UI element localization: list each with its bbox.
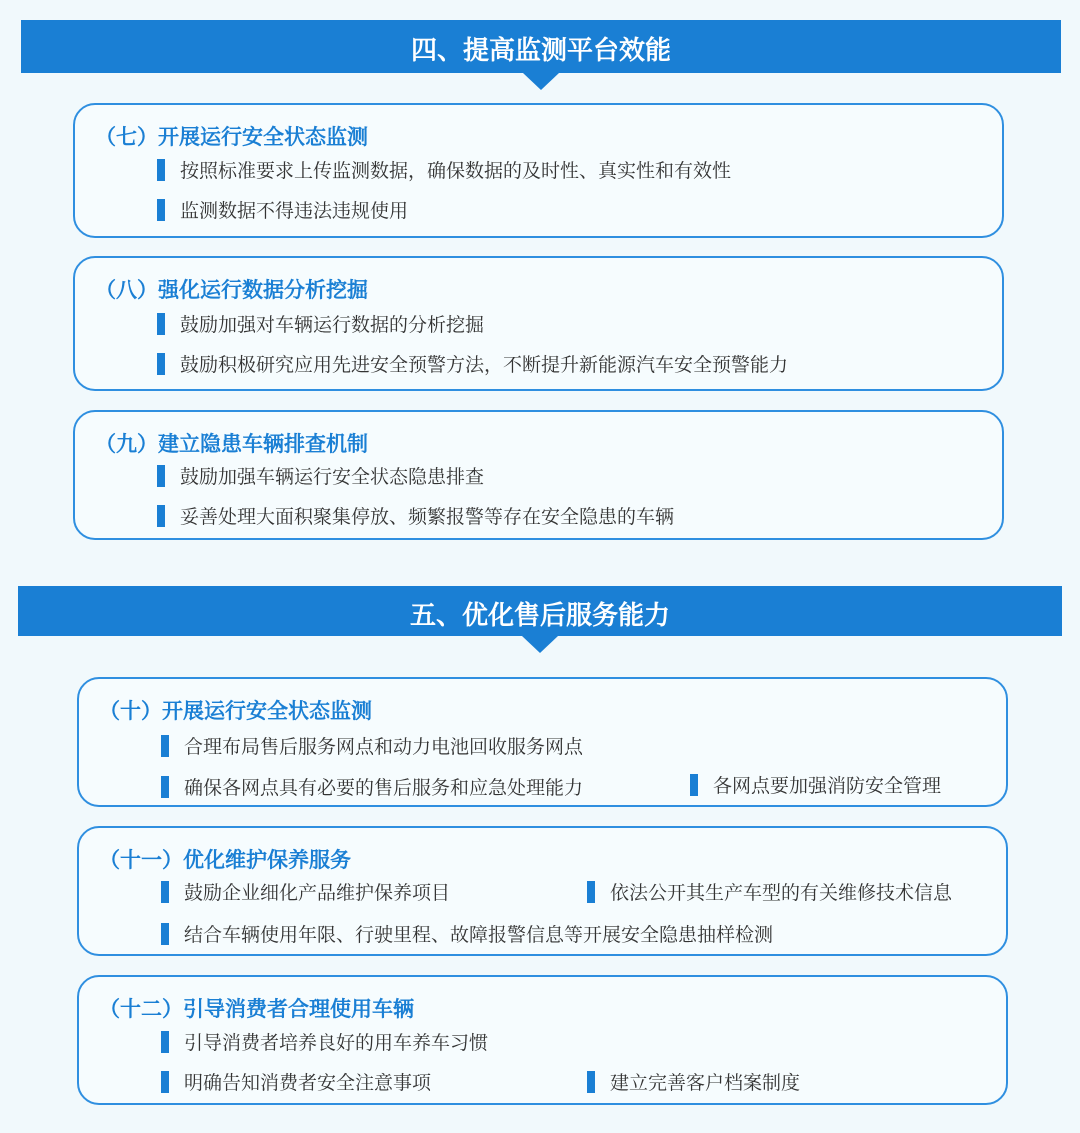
list-item xyxy=(587,1070,800,1096)
bullet-bar xyxy=(690,774,698,796)
item-text: 结合车辆使用年限、行驶里程、故障报警信息等开展安全隐患抽样检测 xyxy=(184,924,774,946)
bullet-bar xyxy=(161,1031,169,1053)
section-4-title: 四、提高监测平台效能 xyxy=(410,36,671,66)
card-8 xyxy=(73,256,1004,391)
card-title: （七）开展运行安全状态监测 xyxy=(95,125,368,149)
item-text: 按照标准要求上传监测数据，确保数据的及时性、真实性和有效性 xyxy=(180,160,732,182)
bullet-bar xyxy=(161,1071,169,1093)
list-item xyxy=(161,1070,431,1096)
list-item xyxy=(161,775,583,801)
bullet-bar xyxy=(587,881,595,903)
card-11 xyxy=(77,826,1008,956)
bullet-bar xyxy=(161,776,169,798)
section-4-banner xyxy=(21,20,1061,73)
card-12 xyxy=(77,975,1008,1105)
bullet-bar xyxy=(161,881,169,903)
card-10 xyxy=(77,677,1008,807)
list-item xyxy=(157,464,484,490)
list-item xyxy=(587,880,952,906)
item-text: 妥善处理大面积聚集停放、频繁报警等存在安全隐患的车辆 xyxy=(180,506,675,528)
banner-arrow xyxy=(523,73,559,90)
item-text: 鼓励加强车辆运行安全状态隐患排查 xyxy=(180,466,485,488)
card-title: （八）强化运行数据分析挖掘 xyxy=(95,278,368,302)
item-text: 建立完善客户档案制度 xyxy=(610,1072,801,1094)
section-5-banner xyxy=(18,586,1062,636)
item-text: 明确告知消费者安全注意事项 xyxy=(184,1072,432,1094)
bullet-bar xyxy=(157,465,165,487)
bullet-bar xyxy=(157,199,165,221)
list-item xyxy=(690,773,941,799)
card-title: （十二）引导消费者合理使用车辆 xyxy=(99,997,414,1021)
list-item xyxy=(157,312,484,338)
item-text: 鼓励积极研究应用先进安全预警方法，不断提升新能源汽车安全预警能力 xyxy=(180,354,789,376)
list-item xyxy=(157,352,788,378)
bullet-bar xyxy=(157,505,165,527)
card-9 xyxy=(73,410,1004,540)
item-text: 监测数据不得违法违规使用 xyxy=(180,200,409,222)
bullet-bar xyxy=(157,353,165,375)
banner-arrow xyxy=(522,636,558,653)
item-text: 鼓励企业细化产品维护保养项目 xyxy=(184,882,451,904)
card-title: （十一）优化维护保养服务 xyxy=(99,848,351,872)
bullet-bar xyxy=(157,313,165,335)
list-item xyxy=(157,198,408,224)
list-item xyxy=(161,880,450,906)
card-7 xyxy=(73,103,1004,238)
item-text: 各网点要加强消防安全管理 xyxy=(713,775,942,797)
item-text: 依法公开其生产车型的有关维修技术信息 xyxy=(610,882,953,904)
bullet-bar xyxy=(587,1071,595,1093)
list-item xyxy=(161,922,773,948)
bullet-bar xyxy=(161,735,169,757)
card-title: （十）开展运行安全状态监测 xyxy=(99,699,372,723)
list-item xyxy=(161,1030,488,1056)
list-item xyxy=(161,734,583,760)
item-text: 鼓励加强对车辆运行数据的分析挖掘 xyxy=(180,314,485,336)
item-text: 确保各网点具有必要的售后服务和应急处理能力 xyxy=(184,777,584,799)
bullet-bar xyxy=(157,159,165,181)
list-item xyxy=(157,158,731,184)
bullet-bar xyxy=(161,923,169,945)
item-text: 引导消费者培养良好的用车养车习惯 xyxy=(184,1032,489,1054)
list-item xyxy=(157,504,674,530)
item-text: 合理布局售后服务网点和动力电池回收服务网点 xyxy=(184,736,584,758)
card-title: （九）建立隐患车辆排查机制 xyxy=(95,432,368,456)
section-5-title: 五、优化售后服务能力 xyxy=(409,601,670,631)
